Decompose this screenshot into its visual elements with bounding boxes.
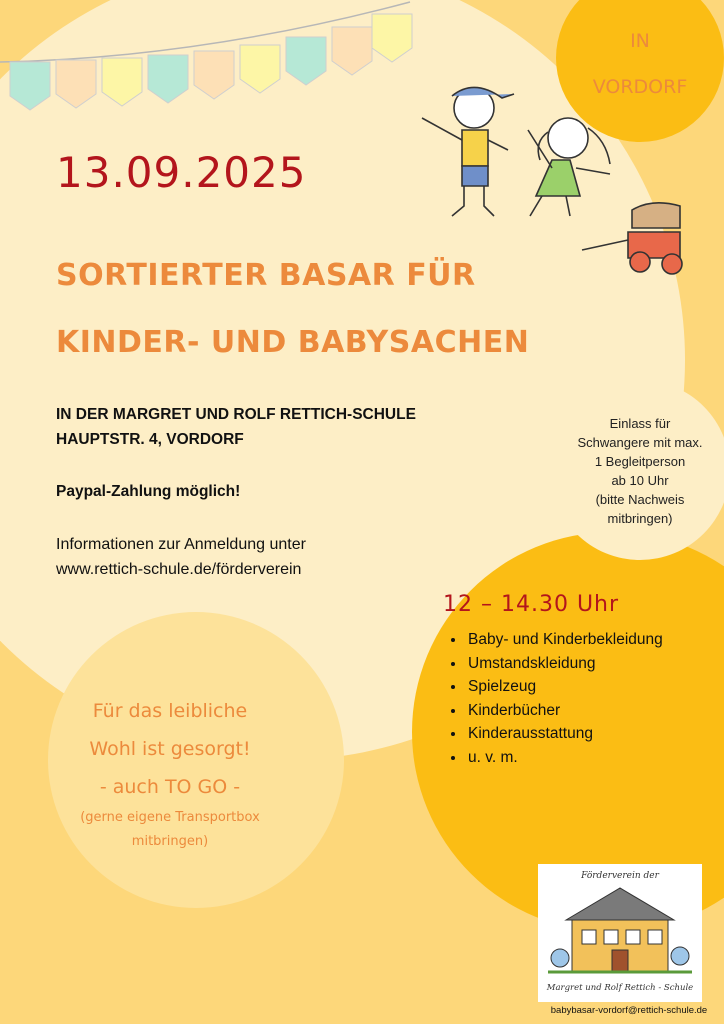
location-badge-line: VORDORF [592,76,688,98]
info-block [56,532,306,582]
venue-address: HAUPTSTR. 4, VORDORF [56,431,244,448]
entry-note-line: 1 Begleitperson [594,454,686,469]
school-house-icon [538,864,702,1002]
item-list [440,628,663,769]
list-item: • Kinderbücher [466,699,663,723]
event-date: 13.09.2025 [56,148,307,197]
logo-bottom-text: Margret und Rolf Rettich - Schule [546,983,694,993]
entry-note-line: Schwangere mit max. [577,435,703,450]
food-note [40,692,300,854]
entry-note-line: mitbringen) [607,511,673,526]
info-text: Informationen zur Anmeldung unter [56,536,306,553]
headline-line-1: SORTIERTER BASAR FÜR [56,258,476,293]
venue-name: IN DER MARGRET UND ROLF RETTICH-SCHULE [56,406,416,423]
list-item: • Spielzeug [466,675,663,699]
entry-note [565,414,715,528]
location-badge-line: IN [630,30,650,52]
headline-line-2: KINDER- UND BABYSACHEN [56,325,530,360]
location-badge [560,18,720,110]
food-line: mitbringen) [131,834,209,849]
opening-time: 12 – 14.30 Uhr [443,592,620,617]
entry-note-line: ab 10 Uhr [611,473,669,488]
info-link[interactable]: www.rettich-schule.de/förderverein [56,561,302,578]
entry-note-line: Einlass für [609,416,671,431]
entry-note-line: (bitte Nachweis [595,492,685,507]
food-line: - auch TO GO - [99,776,241,798]
venue-block [56,402,416,452]
list-item: • Umstandskleidung [466,652,663,676]
payment-note: Paypal-Zahlung möglich! [56,483,241,500]
food-line: Für das leibliche [92,700,248,722]
logo-top-text: Förderverein der [581,871,659,881]
food-line: Wohl ist gesorgt! [89,738,251,760]
contact-email[interactable]: babybasar-vordorf@rettich-schule.de [550,1005,708,1016]
list-item: • Baby- und Kinderbekleidung [466,628,663,652]
list-item: • Kinderausstattung [466,722,663,746]
list-item: • u. v. m. [466,746,663,770]
food-line: (gerne eigene Transportbox [80,810,260,825]
association-logo [538,864,702,1002]
